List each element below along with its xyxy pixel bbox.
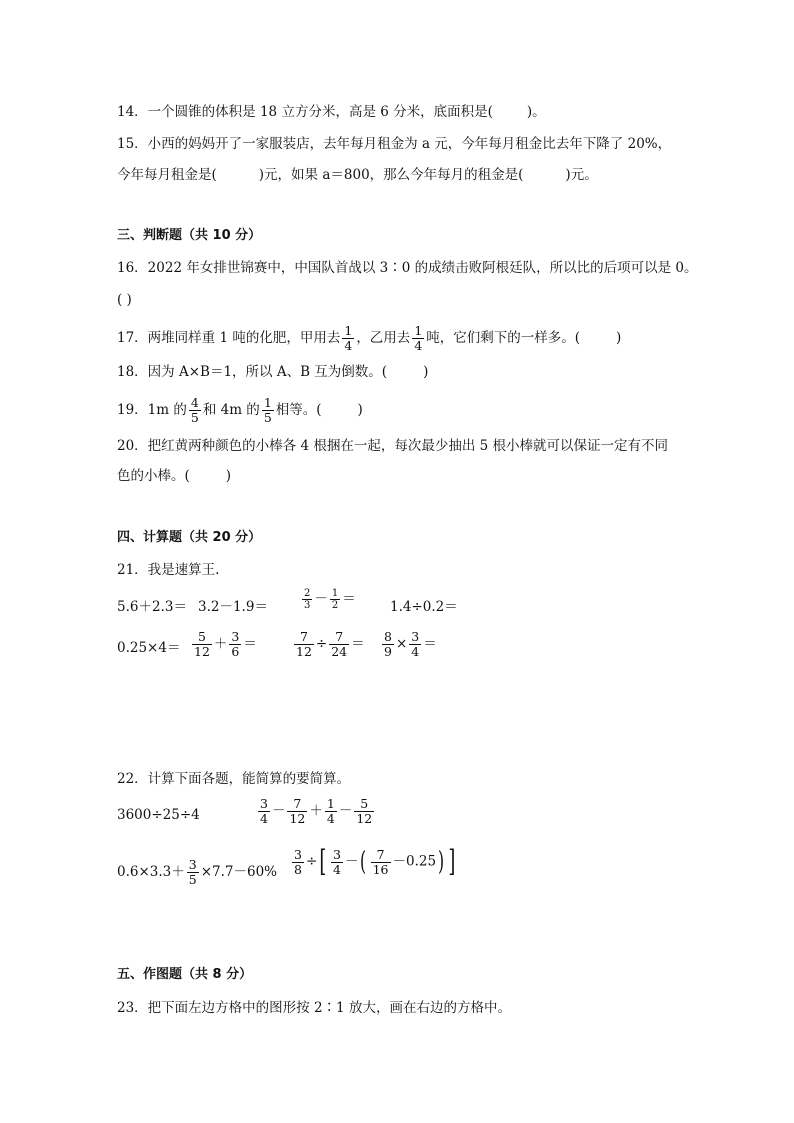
question-15-line2: 今年每月租金是( )元，如果 a＝800，那么今年每月的租金是( )元。 — [117, 167, 598, 183]
fraction: $\frac{7}{12}$ — [296, 629, 312, 659]
section-4-heading: 四、计算题（共 20 分） — [117, 530, 262, 545]
calc-22-2: $\frac{3}{4}$ － $\frac{7}{12}$ ＋ $\frac{1}{4}$ － $\frac{5}{12}$ — [260, 796, 373, 826]
calc-22-1: 3600÷25÷4 — [117, 807, 200, 823]
calc-2: 3.2－1.9＝ — [198, 599, 268, 615]
fraction: $\frac{7}{24}$ — [331, 629, 348, 659]
fraction: $\frac{3}{6}$ — [231, 629, 240, 659]
fraction: $\frac{1}{5}$ — [263, 395, 272, 425]
calc-22-4: $\frac{3}{8}$ ÷[ $\frac{3}{4}$ －( $\frac{7}{16}$ －0.25) ] — [294, 844, 456, 879]
fraction: $\frac{3}{4}$ — [411, 629, 420, 659]
fraction: $\frac{3}{5}$ — [188, 857, 197, 887]
question-18: 18．因为 A×B＝1，所以 A、B 互为倒数。( ) — [117, 364, 429, 380]
calc-4: 1.4÷0.2＝ — [390, 599, 458, 615]
question-20-line1: 20．把红黄两种颜色的小棒各 4 根捆在一起，每次最少抽出 5 根小棒就可以保证一定有不同 — [117, 438, 669, 454]
fraction: $\frac{5}{12}$ — [356, 796, 373, 826]
fraction: $\frac{1}{4}$ — [326, 796, 335, 826]
fraction: $\frac{3}{4}$ — [260, 796, 268, 826]
fraction: $\frac{3}{4}$ — [332, 846, 341, 877]
calc-7: $\frac{7}{12}$ ÷ $\frac{7}{24}$ ＝ — [296, 629, 365, 659]
fraction: $\frac{8}{9}$ — [384, 629, 392, 659]
question-15-line1: 15．小西的妈妈开了一家服装店，去年每月租金为 a 元，今年每月租金比去年下降了 20%， — [117, 136, 672, 152]
calc-8: $\frac{8}{9}$ × $\frac{3}{4}$ ＝ — [384, 629, 437, 659]
question-23: 23．把下面左边方格中的图形按 2∶1 放大，画在右边的方格中。 — [117, 1000, 511, 1016]
question-16-answer[interactable]: ( ) — [117, 292, 132, 308]
fraction: $\frac{7}{12}$ — [289, 796, 306, 826]
section-3-heading: 三、判断题（共 10 分） — [117, 228, 262, 243]
question-19: 19．1m 的 $\frac{4}{5}$ 和 4m 的 $\frac{1}{5}$ 相等。( ) — [117, 395, 363, 425]
calc-6: $\frac{5}{12}$ ＋ $\frac{3}{6}$ ＝ — [194, 629, 257, 659]
question-14: 14．一个圆锥的体积是 18 立方分米，高是 6 分米，底面积是( )。 — [117, 104, 546, 120]
section-5-heading: 五、作图题（共 8 分） — [117, 967, 253, 982]
calc-22-3: 0.6×3.3＋ $\frac{3}{5}$ ×7.7－60% — [117, 857, 278, 887]
fraction: $\frac{5}{12}$ — [194, 629, 210, 659]
calc-5: 0.25×4＝ — [117, 640, 181, 656]
fraction: $\frac{1}{2}$ — [331, 588, 339, 611]
question-21-title: 21．我是速算王. — [117, 562, 220, 578]
calc-1: 5.6＋2.3＝ — [117, 599, 187, 615]
fraction: $\frac{2}{3}$ — [304, 588, 311, 611]
question-22-title: 22．计算下面各题，能简算的要简算。 — [117, 771, 351, 787]
question-16-line1: 16．2022 年女排世锦赛中，中国队首战以 3∶0 的成绩击败阿根廷队，所以比的后项可以是 0。 — [117, 260, 698, 276]
fraction: $\frac{1}{4}$ — [344, 323, 353, 353]
question-17: 17．两堆同样重 1 吨的化肥，甲用去 $\frac{1}{4}$ ，乙用去 $\frac{1}{4}$ 吨，它们剩下的一样多。( ) — [117, 323, 622, 353]
fraction: $\frac{7}{16}$ — [372, 846, 389, 877]
fraction: $\frac{4}{5}$ — [190, 395, 199, 425]
question-20-line2: 色的小棒。( ) — [117, 468, 232, 484]
fraction: $\frac{3}{8}$ — [294, 846, 302, 877]
calc-3: $\frac{2}{3}$ － $\frac{1}{2}$ ＝ — [304, 588, 356, 611]
fraction: $\frac{1}{4}$ — [414, 323, 423, 353]
